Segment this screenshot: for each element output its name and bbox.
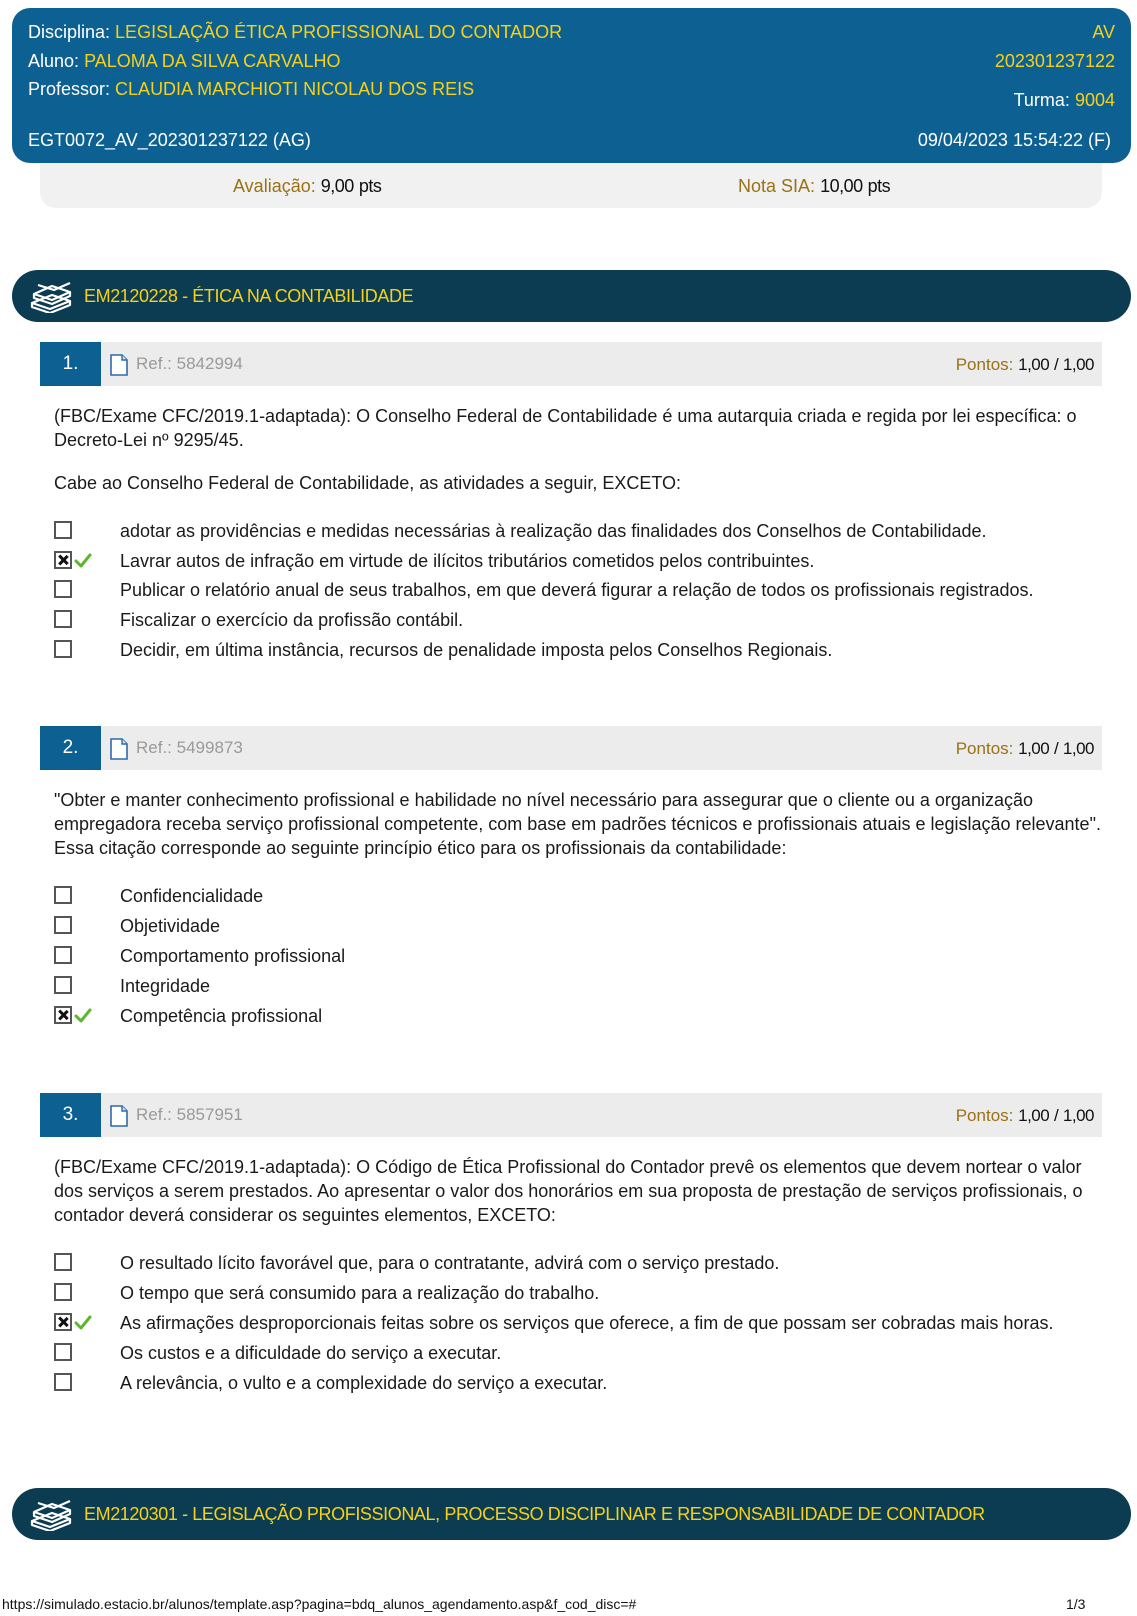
question-ref: Ref.: 5842994 <box>136 354 243 373</box>
nota-sia-score <box>738 176 890 197</box>
question-stem: Cabe ao Conselho Federal de Contabilidade, as atividades a seguir, EXCETO: <box>54 473 682 493</box>
avaliacao-label: Avaliação: <box>233 176 316 196</box>
answer-option[interactable] <box>54 1006 1114 1032</box>
answer-option[interactable] <box>54 976 1114 1002</box>
checkbox-icon[interactable] <box>54 916 72 934</box>
checkbox-icon[interactable] <box>54 1373 72 1391</box>
option-text: Comportamento profissional <box>120 946 346 966</box>
checkbox-icon[interactable] <box>54 640 72 658</box>
option-text: As afirmações desproporcionais feitas sobre os serviços que oferece, a fim de que possam ser cobradas mais horas. <box>120 1313 1054 1333</box>
nota-sia-label: Nota SIA: <box>738 176 816 196</box>
checkbox-icon[interactable] <box>54 1283 72 1301</box>
question-header <box>40 726 1102 770</box>
exam-header <box>12 8 1131 163</box>
option-text: Confidencialidade <box>120 886 264 906</box>
books-icon <box>28 279 74 313</box>
option-text: adotar as providências e medidas necessárias à realização das finalidades dos Conselhos de Contabilidade. <box>120 521 987 541</box>
print-footer <box>0 1594 1137 1616</box>
question-stem: "Obter e manter conhecimento profissional e habilidade no nível necessário para assegurar que o cliente ou a organização empregadora receba serviço profissional competente, com base em padrões técnicos e profissionais atuais e legislação relevante". Essa citação corresponde ao seguinte princípio ético para os profissionais da contabilidade: <box>54 790 1101 858</box>
checkbox-icon[interactable] <box>54 946 72 964</box>
points-label: Pontos: <box>955 355 1014 374</box>
answer-option[interactable] <box>54 580 1114 606</box>
checkmark-icon <box>74 552 92 568</box>
avaliacao-value: 9,00 <box>320 176 354 196</box>
option-text: Publicar o relatório anual de seus trabalhos, em que deverá figurar a relação de todos os profissionais registrados. <box>120 580 1034 600</box>
question-stem: (FBC/Exame CFC/2019.1-adaptada): O Conselho Federal de Contabilidade é uma autarquia criada e regida por lei específica: o Decreto-Lei nº 9295/45. <box>54 406 1077 450</box>
professor-label: Professor: <box>28 79 111 99</box>
checkbox-icon[interactable] <box>54 521 72 539</box>
aluno-name: PALOMA DA SILVA CARVALHO <box>84 51 341 71</box>
document-icon <box>110 354 128 376</box>
exam-datetime: 09/04/2023 15:54:22 (F) <box>917 130 1111 150</box>
answer-option[interactable] <box>54 946 1114 972</box>
page-url: https://simulado.estacio.br/alunos/template.asp?pagina=bdq_alunos_agendamento.asp&f_cod_disc=# <box>2 1596 637 1612</box>
checkbox-icon[interactable] <box>54 610 72 628</box>
professor-name: CLAUDIA MARCHIOTI NICOLAU DOS REIS <box>115 79 475 99</box>
question-number: 1. <box>40 342 101 386</box>
exam-code: EGT0072_AV_202301237122 (AG) <box>28 130 311 150</box>
answer-option[interactable] <box>54 886 1114 912</box>
points-label: Pontos: <box>955 739 1014 758</box>
nota-sia-value: 10,00 <box>820 176 863 196</box>
disciplina-line <box>28 22 562 43</box>
document-icon <box>110 1105 128 1127</box>
points-max: 1,00 <box>1062 1106 1094 1125</box>
points-value: 1,00 <box>1018 1106 1050 1125</box>
disciplina-label: Disciplina: <box>28 22 111 42</box>
question-header <box>40 1093 1102 1137</box>
aluno-label: Aluno: <box>28 51 80 71</box>
document-icon <box>110 738 128 760</box>
professor-line <box>28 79 474 100</box>
aluno-line <box>28 51 341 72</box>
question-header <box>40 342 1102 386</box>
disciplina-name: LEGISLAÇÃO ÉTICA PROFISSIONAL DO CONTADOR <box>115 22 563 42</box>
section-header <box>12 270 1131 322</box>
avaliacao-score <box>233 176 381 197</box>
option-text: Competência profissional <box>120 1006 323 1026</box>
option-text: Integridade <box>120 976 211 996</box>
question-number: 2. <box>40 726 101 770</box>
checkbox-icon[interactable] <box>54 976 72 994</box>
points-sep: / <box>1053 355 1059 374</box>
nota-sia-unit: pts <box>867 176 891 196</box>
points-value: 1,00 <box>1018 739 1050 758</box>
points-max: 1,00 <box>1062 355 1094 374</box>
question-ref: Ref.: 5857951 <box>136 1105 243 1124</box>
avaliacao-unit: pts <box>358 176 382 196</box>
checkbox-x-icon[interactable] <box>54 1006 72 1024</box>
exam-type: AV <box>1092 22 1115 42</box>
answer-option[interactable] <box>54 916 1114 942</box>
turma-value: 9004 <box>1074 90 1115 110</box>
section-title: EM2120228 - ÉTICA NA CONTABILIDADE <box>84 286 414 306</box>
option-text: O resultado lícito favorável que, para o contratante, advirá com o serviço prestado. <box>120 1253 780 1273</box>
question-points <box>956 1106 1094 1126</box>
section-title: EM2120301 - LEGISLAÇÃO PROFISSIONAL, PROCESSO DISCIPLINAR E RESPONSABILIDADE DE CONTADOR <box>84 1504 985 1524</box>
option-text: Objetividade <box>120 916 221 936</box>
checkbox-x-icon[interactable] <box>54 551 72 569</box>
question-points <box>956 739 1094 759</box>
checkbox-icon[interactable] <box>54 580 72 598</box>
option-text: A relevância, o vulto e a complexidade do serviço a executar. <box>120 1373 608 1393</box>
points-sep: / <box>1053 1106 1059 1125</box>
turma-line <box>1014 90 1115 111</box>
answer-option[interactable] <box>54 1253 1114 1279</box>
question-number: 3. <box>40 1093 101 1137</box>
answer-option[interactable] <box>54 1373 1114 1399</box>
page-number: 1/3 <box>1066 1596 1086 1612</box>
option-text: Fiscalizar o exercício da profissão contábil. <box>120 610 464 630</box>
checkmark-icon <box>74 1007 92 1023</box>
turma-label: Turma: <box>1013 90 1070 110</box>
answer-option[interactable] <box>54 1313 1114 1339</box>
answer-option[interactable] <box>54 640 1114 666</box>
question-points <box>956 355 1094 375</box>
checkmark-icon <box>74 1314 92 1330</box>
answer-option[interactable] <box>54 610 1114 636</box>
points-label: Pontos: <box>955 1106 1014 1125</box>
section-header <box>12 1488 1131 1540</box>
points-max: 1,00 <box>1062 739 1094 758</box>
option-text: Decidir, em última instância, recursos de penalidade imposta pelos Conselhos Regionais. <box>120 640 833 660</box>
points-value: 1,00 <box>1018 355 1050 374</box>
answer-option[interactable] <box>54 1343 1114 1369</box>
question-stem: (FBC/Exame CFC/2019.1-adaptada): O Código de Ética Profissional do Contador prevê os elementos que devem nortear o valor dos serviços a serem prestados. Ao apresentar o valor dos honorários em sua proposta de prestação de serviços profissionais, o contador deverá considerar os seguintes elementos, EXCETO: <box>54 1157 1083 1225</box>
score-bar <box>40 163 1102 208</box>
answer-option[interactable] <box>54 551 1114 577</box>
option-text: Os custos e a dificuldade do serviço a executar. <box>120 1343 502 1363</box>
checkbox-icon[interactable] <box>54 1253 72 1271</box>
points-sep: / <box>1053 739 1059 758</box>
answer-option[interactable] <box>54 1283 1114 1309</box>
checkbox-x-icon[interactable] <box>54 1313 72 1331</box>
books-icon <box>28 1497 74 1531</box>
checkbox-icon[interactable] <box>54 886 72 904</box>
answer-option[interactable] <box>54 521 1114 547</box>
option-text: Lavrar autos de infração em virtude de ilícitos tributários cometidos pelos contribuintes. <box>120 551 815 571</box>
question-ref: Ref.: 5499873 <box>136 738 243 757</box>
checkbox-icon[interactable] <box>54 1343 72 1361</box>
student-id: 202301237122 <box>994 51 1115 71</box>
option-text: O tempo que será consumido para a realização do trabalho. <box>120 1283 600 1303</box>
